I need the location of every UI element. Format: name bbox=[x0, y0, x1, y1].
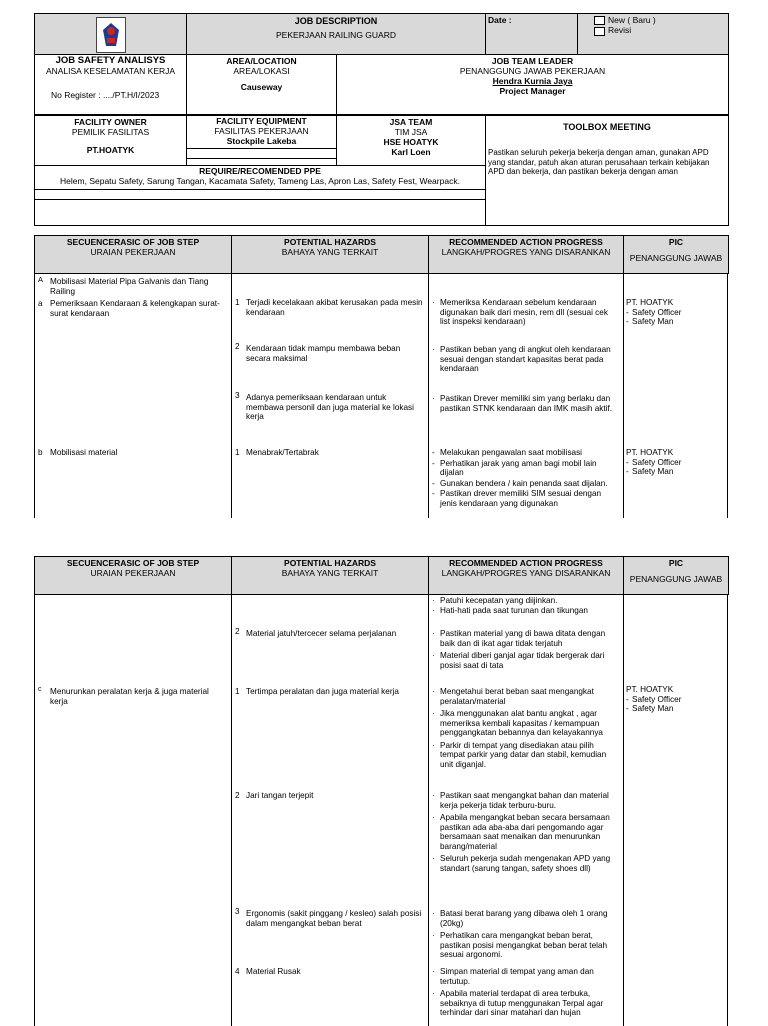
col-pic-sub: PENANGGUNG JAWAB bbox=[629, 253, 723, 263]
leader-role: Project Manager bbox=[499, 86, 566, 96]
toolbox-text: Pastikan seluruh pekerja bekerja dengan aman, gunakan APD yang standar, patuh akan aturan perusahaan terkain kebijakan APD dan bekerja, dan pastikan bekerja dengan aman bbox=[488, 148, 710, 176]
pic-a bbox=[626, 298, 724, 327]
area-value: Causeway bbox=[240, 82, 283, 92]
team-title: JSA TEAM bbox=[389, 117, 433, 127]
area-title: AREA/LOCATION bbox=[226, 56, 297, 66]
col-hazard-sub: BAHAYA YANG TERKAIT bbox=[281, 247, 379, 257]
actions-b bbox=[432, 448, 620, 509]
leader-cell bbox=[337, 55, 729, 115]
steps-header-table bbox=[34, 235, 729, 274]
col-hazard-title: POTENTIAL HAZARDS bbox=[284, 558, 376, 568]
pic-a-company: PT. HOATYK bbox=[626, 298, 674, 307]
hazard-c1-text: Tertimpa peralatan dan juga material kerja bbox=[246, 687, 399, 696]
ppe-text: Helem, Sepatu Safety, Sarung Tangan, Kacamata Safety, Tameng Las, Apron Las, Safety Fest, Wearpack. bbox=[60, 176, 460, 186]
hazard-2 bbox=[235, 629, 423, 639]
step-a2-letter: a bbox=[38, 299, 43, 308]
revisi-label: Revisi bbox=[608, 25, 632, 36]
date-label: Date : bbox=[488, 15, 512, 25]
steps-body-2 bbox=[34, 595, 728, 1026]
step-c bbox=[38, 687, 228, 706]
col-step-sub: URAIAN PEKERJAAN bbox=[90, 568, 176, 578]
action-a2: · Pastikan beban yang di angkut oleh kendaraan sesuai dengan standart kapasitas berat pada kendaraan bbox=[432, 345, 620, 374]
owner-value: PT.HOATYK bbox=[86, 145, 135, 155]
pic-c-item: - Safety Man bbox=[626, 704, 724, 714]
hazard-b1 bbox=[235, 448, 423, 458]
ppe-cell bbox=[35, 166, 486, 226]
action-c4-item: Apabila material terdapat di area terbuka, sebaiknya di tutup menggunakan Terpal agar terhindar dari sinar matahari dan hujan bbox=[440, 989, 604, 1017]
document-page-2 bbox=[34, 556, 728, 1026]
hazard-a1-num: 1 bbox=[235, 298, 240, 307]
actions-c1: · Mengetahui berat beban saat mengangkat peralatan/material · Jika menggunakan alat bantu angkat , agar memeriksa kembali kapasitas / kemampuan penggangkatan bebannya dan kelayakannya · Parkir di tempat yang disediakan atau pilih tempat parkir yang datar dan stabil, kemudian unit diganjal. bbox=[432, 687, 607, 769]
pic-a-item: - Safety Officer bbox=[626, 308, 724, 318]
col-action-title: RECOMMENDED ACTION PROGRESS bbox=[449, 237, 603, 247]
step-c-letter: c bbox=[38, 686, 42, 693]
area-cell bbox=[187, 55, 337, 115]
col-pic-title: PIC bbox=[668, 237, 684, 247]
step-b-letter: b bbox=[38, 448, 43, 457]
col-step-header bbox=[35, 557, 232, 595]
hazard-a3 bbox=[235, 393, 423, 422]
team-cell bbox=[337, 116, 486, 166]
col-step-title: SECUENCERASIC OF JOB STEP bbox=[66, 558, 200, 568]
step-c-text: Menurunkan peralatan kerja & juga material kerja bbox=[50, 687, 209, 706]
hazard-a3-num: 3 bbox=[235, 391, 240, 400]
action-b-item: - Melakukan pengawalan saat mobilisasi bbox=[432, 448, 620, 458]
hazard-2-text: Material jatuh/tercecer selama perjalanan bbox=[246, 629, 397, 638]
action-b-item: - Gunakan bendera / kain penanda saat dijalan. bbox=[432, 479, 620, 489]
actions-c4: · Simpan material di tempat yang aman dan tertutup. · Apabila material terdapat di area terbuka, sebaiknya di tutup menggunakan Terpal agar terhindar dari sinar matahari dan hujan bbox=[432, 967, 604, 1017]
col-action-header bbox=[429, 557, 624, 595]
step-b bbox=[38, 448, 226, 458]
actions-c3: · Batasi berat barang yang dibawa oleh 1 orang (20kg) · Perhatikan cara mengangkat beban berat, pastikan posisi mengangkat beban berat telah sesuai argonomi. bbox=[432, 909, 608, 959]
pic-c bbox=[626, 685, 724, 714]
actions-top: · Patuhi kecepatan yang diijinkan. · Hati-hati pada saat turunan dan tikungan bbox=[432, 596, 588, 615]
jsa-cell bbox=[35, 55, 187, 115]
actions-2: · Pastikan material yang di bawa ditata dengan baik dan di ikat agar tidak terjatuh · Material diberi ganjal agar tidak bergerak dari posisi saat di tata bbox=[432, 629, 606, 670]
action-c3-item: Batasi berat barang yang dibawa oleh 1 orang (20kg) bbox=[440, 909, 608, 928]
leader-name: Hendra Kurnia Jaya bbox=[492, 76, 573, 86]
hazard-c2-text: Jari tangan terjepit bbox=[246, 791, 314, 800]
team-value-2: Karl Loen bbox=[391, 147, 431, 157]
team-value-1: HSE HOATYK bbox=[383, 137, 439, 147]
equipment-cell bbox=[187, 116, 337, 166]
hazard-2-num: 2 bbox=[235, 627, 240, 636]
job-description-cell bbox=[187, 14, 486, 55]
col-pic-header bbox=[624, 236, 729, 274]
pic-a-item: - Safety Man bbox=[626, 317, 724, 327]
action-2-item: Pastikan material yang di bawa ditata dengan baik dan di ikat agar tidak terjatuh bbox=[440, 629, 606, 648]
owner-cell bbox=[35, 116, 187, 166]
pic-b bbox=[626, 448, 724, 477]
hazard-c3 bbox=[235, 909, 423, 928]
hazard-c3-num: 3 bbox=[235, 907, 240, 916]
steps-header-table-2 bbox=[34, 556, 729, 595]
owner-title: FACILITY OWNER bbox=[74, 117, 147, 127]
area-sub: AREA/LOKASI bbox=[233, 66, 290, 76]
col-step-title: SECUENCERASIC OF JOB STEP bbox=[66, 237, 200, 247]
col-pic-sub: PENANGGUNG JAWAB bbox=[629, 574, 723, 584]
step-a bbox=[38, 277, 226, 296]
col-action-header bbox=[429, 236, 624, 274]
action-c4-item: Simpan material di tempat yang aman dan tertutup. bbox=[440, 967, 594, 986]
hazard-b1-num: 1 bbox=[235, 448, 240, 457]
revision-cell bbox=[578, 14, 729, 55]
equipment-value: Stockpile Lakeba bbox=[226, 136, 297, 146]
ppe-title: REQUIRE/RECOMENDED PPE bbox=[199, 166, 321, 176]
pic-b-item: - Safety Officer bbox=[626, 458, 724, 468]
hazard-c2-num: 2 bbox=[235, 791, 240, 800]
document-page-1 bbox=[34, 13, 728, 518]
steps-body-1 bbox=[34, 274, 728, 518]
jsa-title: JOB SAFETY ANALISYS bbox=[55, 55, 166, 66]
col-step-header bbox=[35, 236, 232, 274]
col-step-sub: URAIAN PEKERJAAN bbox=[90, 247, 176, 257]
pic-b-item: - Safety Man bbox=[626, 467, 724, 477]
col-hazard-sub: BAHAYA YANG TERKAIT bbox=[281, 568, 379, 578]
col-action-title: RECOMMENDED ACTION PROGRESS bbox=[449, 558, 603, 568]
toolbox-cell bbox=[486, 116, 729, 226]
leader-sub: PENANGGUNG JAWAB PEKERJAAN bbox=[459, 66, 606, 76]
action-b-item: - Perhatikan jarak yang aman bagi mobil lain dijalan bbox=[432, 459, 620, 478]
pic-c-item: - Safety Officer bbox=[626, 695, 724, 705]
jsa-sub: ANALISA KESELAMATAN KERJA bbox=[45, 66, 176, 76]
action-a3: · Pastikan Drever memiliki sim yang berlaku dan pastikan STNK kendaraan dan IMK masih aktif. bbox=[432, 394, 620, 413]
register-number: No Register : ..../PT.H/I/2023 bbox=[51, 90, 160, 100]
toolbox-title: TOOLBOX MEETING bbox=[563, 122, 651, 132]
hazard-a1 bbox=[235, 298, 423, 317]
action-c2-item: Seluruh pekerja sudah mengenakan APD yang standart (sarung tangan, safety shoes dll) bbox=[440, 854, 611, 873]
leader-title: JOB TEAM LEADER bbox=[491, 56, 574, 66]
action-a1-text: Memeriksa Kendaraan sebelum kendaraan digunakan baik dari mesin, rem dll (sesuai cek list inspeksi kendaraan) bbox=[440, 298, 608, 326]
action-top-item: Hati-hati pada saat turunan dan tikungan bbox=[440, 605, 588, 615]
hazard-a2-text: Kendaraan tidak mampu membawa beban secara maksimal bbox=[246, 344, 401, 363]
job-description-title: JOB DESCRIPTION bbox=[294, 16, 378, 26]
action-a1: · Memeriksa Kendaraan sebelum kendaraan digunakan baik dari mesin, rem dll (sesuai cek list inspeksi kendaraan) bbox=[432, 298, 620, 327]
page-gap bbox=[0, 518, 768, 556]
hazard-a2 bbox=[235, 344, 423, 363]
action-c1-item: Mengetahui berat beban saat mengangkat peralatan/material bbox=[440, 687, 594, 706]
action-top-item: Patuhi kecepatan yang diijinkan. bbox=[440, 596, 558, 605]
hazard-c4-num: 4 bbox=[235, 967, 240, 976]
action-2-item: Material diberi ganjal agar tidak bergerak dari posisi saat di tata bbox=[440, 651, 605, 670]
hazard-c4-text: Material Rusak bbox=[246, 967, 301, 976]
new-checkbox[interactable] bbox=[594, 16, 605, 25]
action-c3-item: Perhatikan cara mengangkat beban berat, pastikan posisi mengangkat beban berat telah sesuai argonomi. bbox=[440, 931, 608, 959]
action-a3-text: Pastikan Drever memiliki sim yang berlaku dan pastikan STNK kendaraan dan IMK masih aktif. bbox=[440, 394, 613, 413]
hazard-c4 bbox=[235, 967, 423, 977]
action-c2-item: Pastikan saat mengangkat bahan dan material kerja pekerja tidak terburu-buru. bbox=[440, 791, 609, 810]
header-table bbox=[34, 13, 729, 115]
step-a2-text: Pemeriksaan Kendaraan & kelengkapan surat-surat kendaraan bbox=[50, 299, 220, 318]
facility-table bbox=[34, 115, 729, 226]
step-a-letter: A bbox=[38, 275, 44, 284]
new-label: New ( Baru ) bbox=[608, 15, 656, 25]
action-c1-item: Jika menggunakan alat bantu angkat , agar memeriksa kembali kapasitas / kemampuan penggangkatan bebannya dan kelayakannya bbox=[440, 709, 603, 737]
action-c1-item: Parkir di tempat yang disediakan atau pilih tempat parkir yang datar dan stabil, kemudian unit diganjal. bbox=[440, 740, 607, 769]
hazard-c2 bbox=[235, 791, 423, 801]
col-hazard-title: POTENTIAL HAZARDS bbox=[284, 237, 376, 247]
hazard-a3-text: Adanya pemeriksaan kendaraan untuk membawa personil dan juga material ke lokasi kerja bbox=[246, 393, 414, 421]
team-sub: TIM JSA bbox=[394, 127, 428, 137]
action-c2-item: Apabila mengangkat beban secara bersamaan pastikan ada aba-aba dari pengomando agar bersamaan saat menaikan dan menurunkan barang/material bbox=[440, 813, 610, 851]
revisi-checkbox[interactable] bbox=[594, 27, 605, 36]
logo-cell bbox=[35, 14, 187, 55]
actions-c2: · Pastikan saat mengangkat bahan dan material kerja pekerja tidak terburu-buru. · Apabila mengangkat beban secara bersamaan pastikan ada aba-aba dari pengomando agar bersamaan saat menaikan dan menurunkan barang/material · Seluruh pekerja sudah mengenakan APD yang standart (sarung tangan, safety shoes dll) bbox=[432, 791, 611, 873]
pic-c-company: PT. HOATYK bbox=[626, 685, 674, 694]
col-pic-header bbox=[624, 557, 729, 595]
col-pic-title: PIC bbox=[668, 558, 684, 568]
hazard-a2-num: 2 bbox=[235, 342, 240, 351]
date-cell bbox=[486, 14, 578, 55]
hazard-c1 bbox=[235, 687, 423, 697]
pic-b-company: PT. HOATYK bbox=[626, 448, 674, 457]
col-hazard-header bbox=[232, 557, 429, 595]
action-a2-text: Pastikan beban yang di angkut oleh kendaraan sesuai dengan standart kapasitas berat pada kendaraan bbox=[440, 345, 611, 373]
equipment-sub: FASILITAS PEKERJAAN bbox=[214, 126, 309, 136]
job-description-sub: PEKERJAAN RAILING GUARD bbox=[276, 30, 396, 40]
action-b-item: - Pastikan drever memiliki SIM sesuai dengan jenis kendaraan yang digunakan bbox=[432, 489, 620, 508]
step-a-text: Mobilisasi Material Pipa Galvanis dan Tiang Railing bbox=[50, 277, 209, 296]
col-action-sub: LANGKAH/PROGRES YANG DISARANKAN bbox=[441, 247, 611, 257]
hazard-c3-text: Ergonomis (sakit pinggang / kesleo) salah posisi dalam mengangkat beban berat bbox=[246, 909, 422, 928]
col-action-sub: LANGKAH/PROGRES YANG DISARANKAN bbox=[441, 568, 611, 578]
col-hazard-header bbox=[232, 236, 429, 274]
equipment-title: FACILITY EQUIPMENT bbox=[216, 116, 307, 126]
step-a2 bbox=[38, 299, 226, 318]
owner-sub: PEMILIK FASILITAS bbox=[71, 127, 150, 137]
company-logo bbox=[96, 17, 126, 53]
hazard-b1-text: Menabrak/Tertabrak bbox=[246, 448, 319, 457]
hazard-c1-num: 1 bbox=[235, 687, 240, 696]
hazard-a1-text: Terjadi kecelakaan akibat kerusakan pada mesin kendaraan bbox=[246, 298, 423, 317]
step-b-text: Mobilisasi material bbox=[50, 448, 118, 457]
